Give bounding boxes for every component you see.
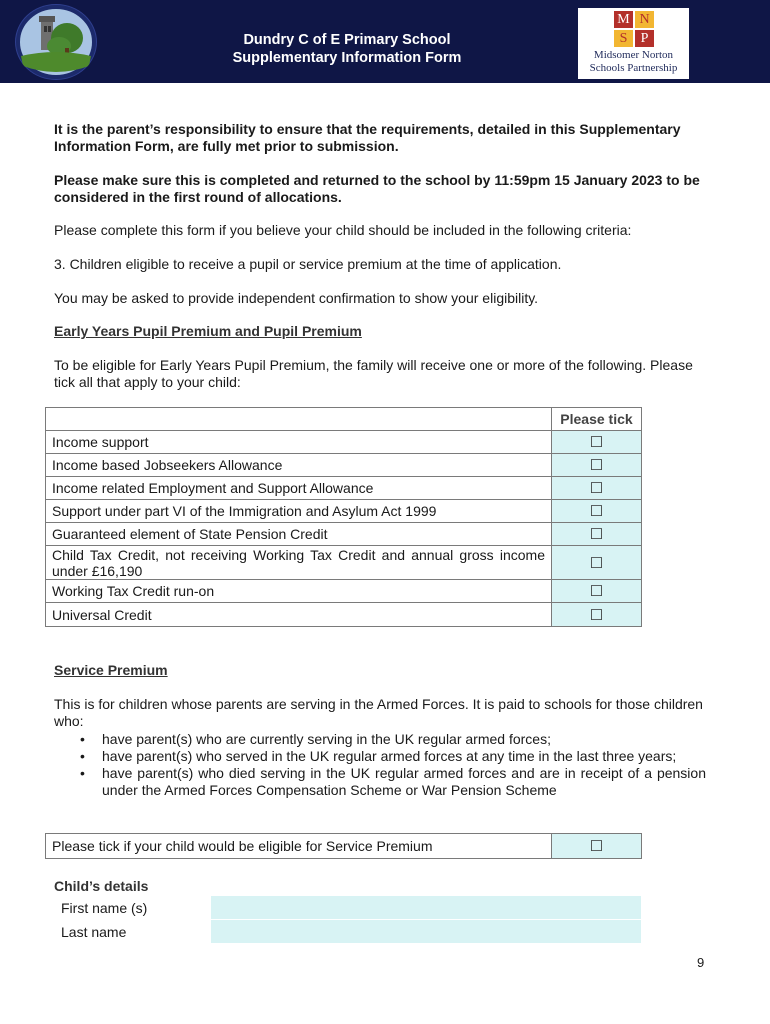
bullet-text: have parent(s) who died serving in the UK regular armed forces and are in receipt of a pension under the Armed Forces Compensation Scheme or War Pension Scheme xyxy=(102,765,706,798)
criterion-text: 3. Children eligible to receive a pupil or service premium at the time of application. xyxy=(54,256,562,272)
service-premium-tick-label: Please tick if your child would be eligible for Service Premium xyxy=(46,834,552,859)
bullet-icon: • xyxy=(80,765,85,781)
mnsp-letter-n: N xyxy=(635,11,654,28)
checkbox-icon: ☐ xyxy=(589,434,604,451)
bullet-icon: • xyxy=(80,731,85,747)
list-item xyxy=(54,748,706,765)
table-row xyxy=(46,454,642,477)
criteria-column-header xyxy=(46,408,552,431)
esa-checkbox[interactable] xyxy=(552,477,642,500)
form-name: Supplementary Information Form xyxy=(232,50,462,66)
deadline-notice: Please make sure this is completed and returned to the school by 11:59pm 15 January 2023 to be considered in the first round of allocations. xyxy=(54,172,700,205)
immigration-support-checkbox[interactable] xyxy=(552,500,642,523)
checkbox-icon: ☐ xyxy=(589,838,604,855)
table-row xyxy=(46,603,642,627)
please-tick-header: Please tick xyxy=(552,408,642,431)
pension-credit-checkbox[interactable] xyxy=(552,523,642,546)
criterion-label: Income based Jobseekers Allowance xyxy=(46,454,552,477)
checkbox-icon: ☐ xyxy=(589,457,604,474)
last-name-field[interactable] xyxy=(211,920,641,943)
table-row xyxy=(46,523,642,546)
criterion-label: Working Tax Credit run-on xyxy=(46,580,552,603)
pupil-premium-heading: Early Years Pupil Premium and Pupil Premium xyxy=(54,323,362,339)
page-number: 9 xyxy=(697,955,705,970)
criterion-label: Income support xyxy=(46,431,552,454)
mnsp-letter-grid xyxy=(614,11,654,47)
pupil-premium-table xyxy=(45,407,642,627)
page-header xyxy=(0,0,770,83)
service-premium-intro: This is for children whose parents are serving in the Armed Forces. It is paid to schools for those children who: xyxy=(54,696,703,729)
last-name-label: Last name xyxy=(61,924,127,940)
partnership-logo xyxy=(578,8,689,79)
partnership-name-line1: Midsomer Norton xyxy=(593,49,674,61)
bullet-text: have parent(s) who served in the UK regular armed forces at any time in the last three years; xyxy=(102,748,677,764)
service-premium-list xyxy=(54,731,706,799)
table-row xyxy=(46,500,642,523)
bullet-icon: • xyxy=(80,748,85,764)
working-tax-credit-checkbox[interactable] xyxy=(552,580,642,603)
criterion-label: Universal Credit xyxy=(46,603,552,627)
mnsp-letter-m: M xyxy=(614,11,633,28)
bullet-text: have parent(s) who are currently serving in the UK regular armed forces; xyxy=(102,731,551,747)
responsibility-notice: It is the parent’s responsibility to ensure that the requirements, detailed in this Supplementary Information Form, are fully met prior to submission. xyxy=(54,121,681,154)
checkbox-icon: ☐ xyxy=(589,503,604,520)
table-row xyxy=(46,477,642,500)
service-premium-checkbox[interactable] xyxy=(552,834,642,859)
criterion-label: Support under part VI of the Immigration and Asylum Act 1999 xyxy=(46,500,552,523)
checkbox-icon: ☐ xyxy=(589,526,604,543)
table-header-row xyxy=(46,408,642,431)
form-title xyxy=(200,31,494,67)
checkbox-icon: ☐ xyxy=(589,480,604,497)
list-item xyxy=(54,731,706,748)
checkbox-icon: ☐ xyxy=(589,606,604,624)
school-crest-logo xyxy=(15,4,97,80)
criterion-label: Child Tax Credit, not receiving Working Tax Credit and annual gross income under £16,190 xyxy=(46,546,552,580)
criterion-label: Income related Employment and Support Allowance xyxy=(46,477,552,500)
child-details-heading: Child’s details xyxy=(54,878,149,894)
table-row xyxy=(46,431,642,454)
school-name: Dundry C of E Primary School xyxy=(243,32,451,48)
child-tax-credit-checkbox[interactable] xyxy=(552,546,642,580)
table-row xyxy=(46,546,642,580)
first-name-field[interactable] xyxy=(211,896,641,919)
jobseekers-checkbox[interactable] xyxy=(552,454,642,477)
confirmation-text: You may be asked to provide independent confirmation to show your eligibility. xyxy=(54,290,539,306)
income-support-checkbox[interactable] xyxy=(552,431,642,454)
church-tree-crest-icon xyxy=(15,4,97,80)
pupil-premium-instructions: To be eligible for Early Years Pupil Premium, the family will receive one or more of the following. Please tick all that apply to your child: xyxy=(54,357,693,390)
criterion-label: Guaranteed element of State Pension Credit xyxy=(46,523,552,546)
table-row xyxy=(46,580,642,603)
first-name-label: First name (s) xyxy=(61,900,148,916)
mnsp-letter-p: P xyxy=(635,30,654,47)
table-row xyxy=(46,834,642,859)
service-premium-table xyxy=(45,833,642,859)
mnsp-letter-s: S xyxy=(614,30,633,47)
checkbox-icon: ☐ xyxy=(589,554,604,572)
universal-credit-checkbox[interactable] xyxy=(552,603,642,627)
partnership-name-line2: Schools Partnership xyxy=(589,62,678,74)
service-premium-heading: Service Premium xyxy=(54,662,168,678)
partnership-name xyxy=(578,49,689,75)
checkbox-icon: ☐ xyxy=(589,583,604,600)
complete-instruction: Please complete this form if you believe your child should be included in the following criteria: xyxy=(54,222,632,238)
list-item xyxy=(54,765,706,799)
